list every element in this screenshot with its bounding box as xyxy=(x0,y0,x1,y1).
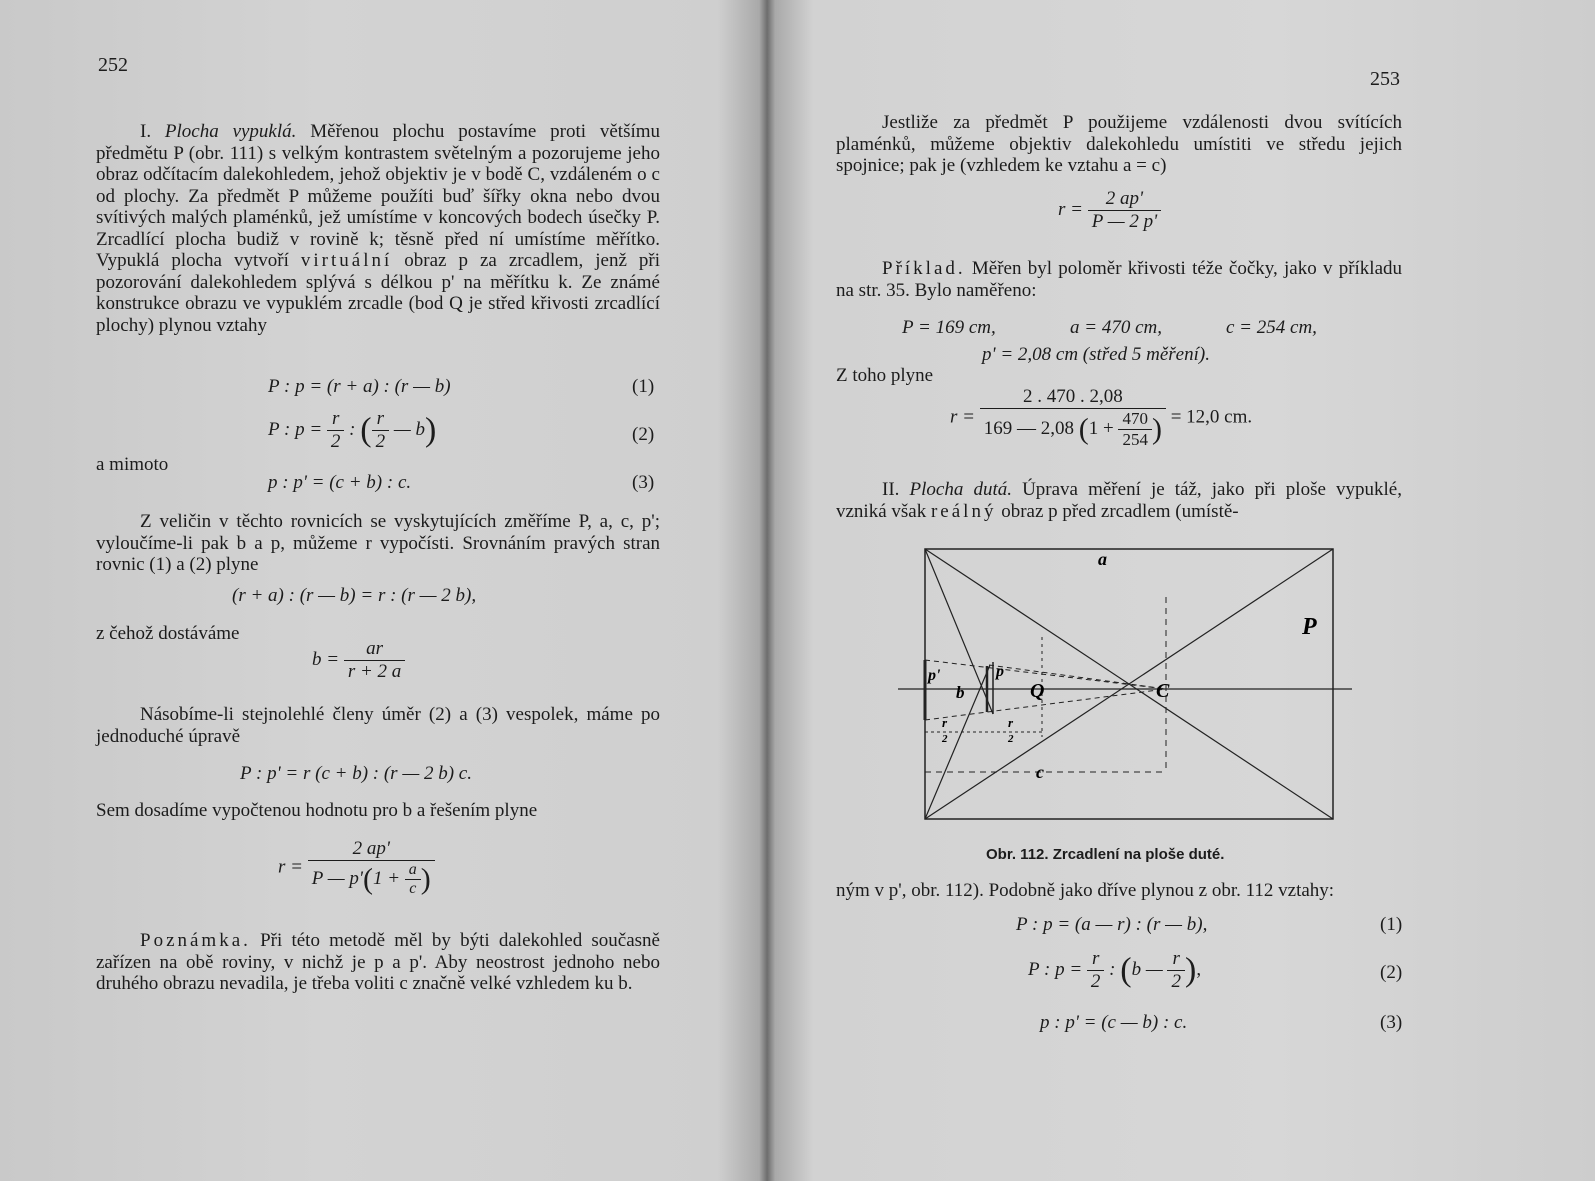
equation-7: r = 2 ap' P — p'(1 + $\frac{a}{c}$ ) xyxy=(278,838,435,898)
figure-label-a: a xyxy=(1098,549,1107,569)
equation-1: P : p = (r + a) : (r — b) xyxy=(268,376,451,397)
data-p-prime: p' = 2,08 cm (střed 5 měření). xyxy=(982,344,1210,365)
equation-duta-3: p : p' = (c — b) : c. xyxy=(1040,1012,1188,1033)
paragraph-priklad: Příklad. Měřen byl poloměr křivosti téže čočky, jako v příkladu na str. 35. Bylo naměřeno: xyxy=(836,258,1403,301)
text-sem-dosadime: Sem dosadíme vypočtenou hodnotu pro b a řešením plyne xyxy=(96,800,538,821)
section-title-2: Plocha dutá. xyxy=(909,479,1012,500)
equation-2: P : p = $\frac{r}{2}$ : ( $\frac{r}{2}$ — b) xyxy=(268,408,437,452)
section-label: I. xyxy=(140,121,152,142)
figure-label-Q: Q xyxy=(1030,680,1045,702)
figure-label-two-left: 2 xyxy=(942,733,948,745)
section-title: Plocha vypuklá. xyxy=(164,121,297,142)
equation-6: P : p' = r (c + b) : (r — 2 b) c. xyxy=(240,763,472,784)
equation-5: b = $\frac{ar}{r + 2 a}$ xyxy=(312,638,405,683)
page-number-right: 253 xyxy=(1370,68,1400,90)
equation-duta-3-number: (3) xyxy=(1380,1012,1403,1033)
equation-2-number: (2) xyxy=(632,424,655,445)
equation-calculation: r = 2 . 470 . 2,08 169 — 2,08 (1 + $\frac{470}{254}$ ) = 12,0 cm. xyxy=(950,386,1253,449)
emphasis-real: reálný xyxy=(930,500,997,522)
figure-label-P: P xyxy=(1302,614,1317,640)
paragraph-plocha-duta: II. Plocha dutá. Úprava měření je táž, jako při ploše vypuklé, vzniká však reálný obraz p před zrcadlem (umístě- xyxy=(836,479,1402,522)
equation-1-number: (1) xyxy=(632,376,655,397)
data-P: P = 169 cm, xyxy=(902,317,996,338)
equation-duta-1: P : p = (a — r) : (r — b), xyxy=(1016,914,1208,935)
figure-label-r-left: r xyxy=(942,715,948,730)
text-z-toho: Z toho plyne xyxy=(836,365,934,386)
paragraph-plocha-vypukla: I. Plocha vypuklá. Měřenou plochu postavíme proti většímu předmětu P (obr. 111) s velkým kontrastem světelným a pozorujeme jeho obraz odčítacím dalekohledem, jehož objektiv je v bodě C, vzdáleném o c od plochy. Za předmět P můžeme použíti buď šířky okna nebo dvou svítivých malých plaménků, jež umístíme v koncových bodech úsečky P. Zrcadlící plocha budiž v rovině k; těsně před ní umístíme měřítko. Vypuklá plocha vytvoří virtuální obraz p za zrcadlem, jenž při pozorování dalekohledem splývá s délkou p' na měřítku k. Ze známé konstrukce obrazu ve vypuklém zrcadle (bod Q je střed křivosti zrcadlící plochy) plynou vztahy xyxy=(96,121,661,336)
equation-duta-2: P : p = $\frac{r}{2}$ : (b — $\frac{r}{2}$ ), xyxy=(1028,948,1202,992)
paragraph-z-velicin: Z veličin v těchto rovnicích se vyskytujících změříme P, a, c, p'; vyloučíme-li pak b a p, můžeme r vypočísti. Srovnáním pravých stran rovnic (1) a (2) plyne xyxy=(96,511,660,575)
left-page xyxy=(0,0,760,1181)
figure-label-c: c xyxy=(1036,762,1044,782)
text-a-mimoto: a mimoto xyxy=(96,454,169,475)
figure-label-p-prime: p' xyxy=(928,667,941,684)
example-label: Příklad. xyxy=(882,258,966,279)
section-label-2: II. xyxy=(882,479,900,500)
text-z-ceho: z čehož dostáváme xyxy=(96,623,240,644)
right-page xyxy=(790,0,1595,1181)
figure-label-two-right: 2 xyxy=(1008,733,1014,745)
paragraph-nasobime: Násobíme-li stejnolehlé členy úměr (2) a (3) vespolek, máme po jednoduché úpravě xyxy=(96,704,660,747)
note-label: Poznámka. xyxy=(140,930,251,951)
equation-3: p : p' = (c + b) : c. xyxy=(268,472,412,493)
figure-label-b: b xyxy=(956,683,965,702)
equation-r-simple: r = $\frac{2 ap'}{P — 2 p'}$ xyxy=(1058,188,1161,233)
figure-caption: Obr. 112. Zrcadlení na ploše duté. xyxy=(986,846,1225,863)
paragraph-nym-v: ným v p', obr. 112). Podobně jako dříve plynou z obr. 112 vztahy: xyxy=(836,880,1335,901)
data-c: c = 254 cm, xyxy=(1226,317,1317,338)
equation-4: (r + a) : (r — b) = r : (r — 2 b), xyxy=(232,585,477,606)
emphasis-virtual: virtuální xyxy=(300,250,393,271)
figure-label-p: p xyxy=(996,663,1004,680)
equation-duta-2-number: (2) xyxy=(1380,962,1403,983)
figure-label-r-right: r xyxy=(1008,715,1014,730)
paragraph-poznamka: Poznámka. Při této metodě měl by býti dalekohled současně zařízen na obě roviny, v nichž je p a p'. Aby neostrost jednoho nebo druhého obrazu nevadila, je třeba voliti c značně velké vzhledem ku b. xyxy=(96,930,660,994)
paragraph-jestlize: Jestliže za předmět P použijeme vzdálenosti dvou svítících plaménků, můžeme objektiv dalekohledu umístiti ve středu jejich spojnice; pak je (vzhledem ke vztahu a = c) xyxy=(836,112,1402,176)
figure-112 xyxy=(890,542,1365,842)
page-number-left: 252 xyxy=(98,54,128,76)
equation-3-number: (3) xyxy=(632,472,655,493)
figure-label-C: C xyxy=(1156,680,1170,702)
data-a: a = 470 cm, xyxy=(1070,317,1162,338)
equation-duta-1-number: (1) xyxy=(1380,914,1403,935)
